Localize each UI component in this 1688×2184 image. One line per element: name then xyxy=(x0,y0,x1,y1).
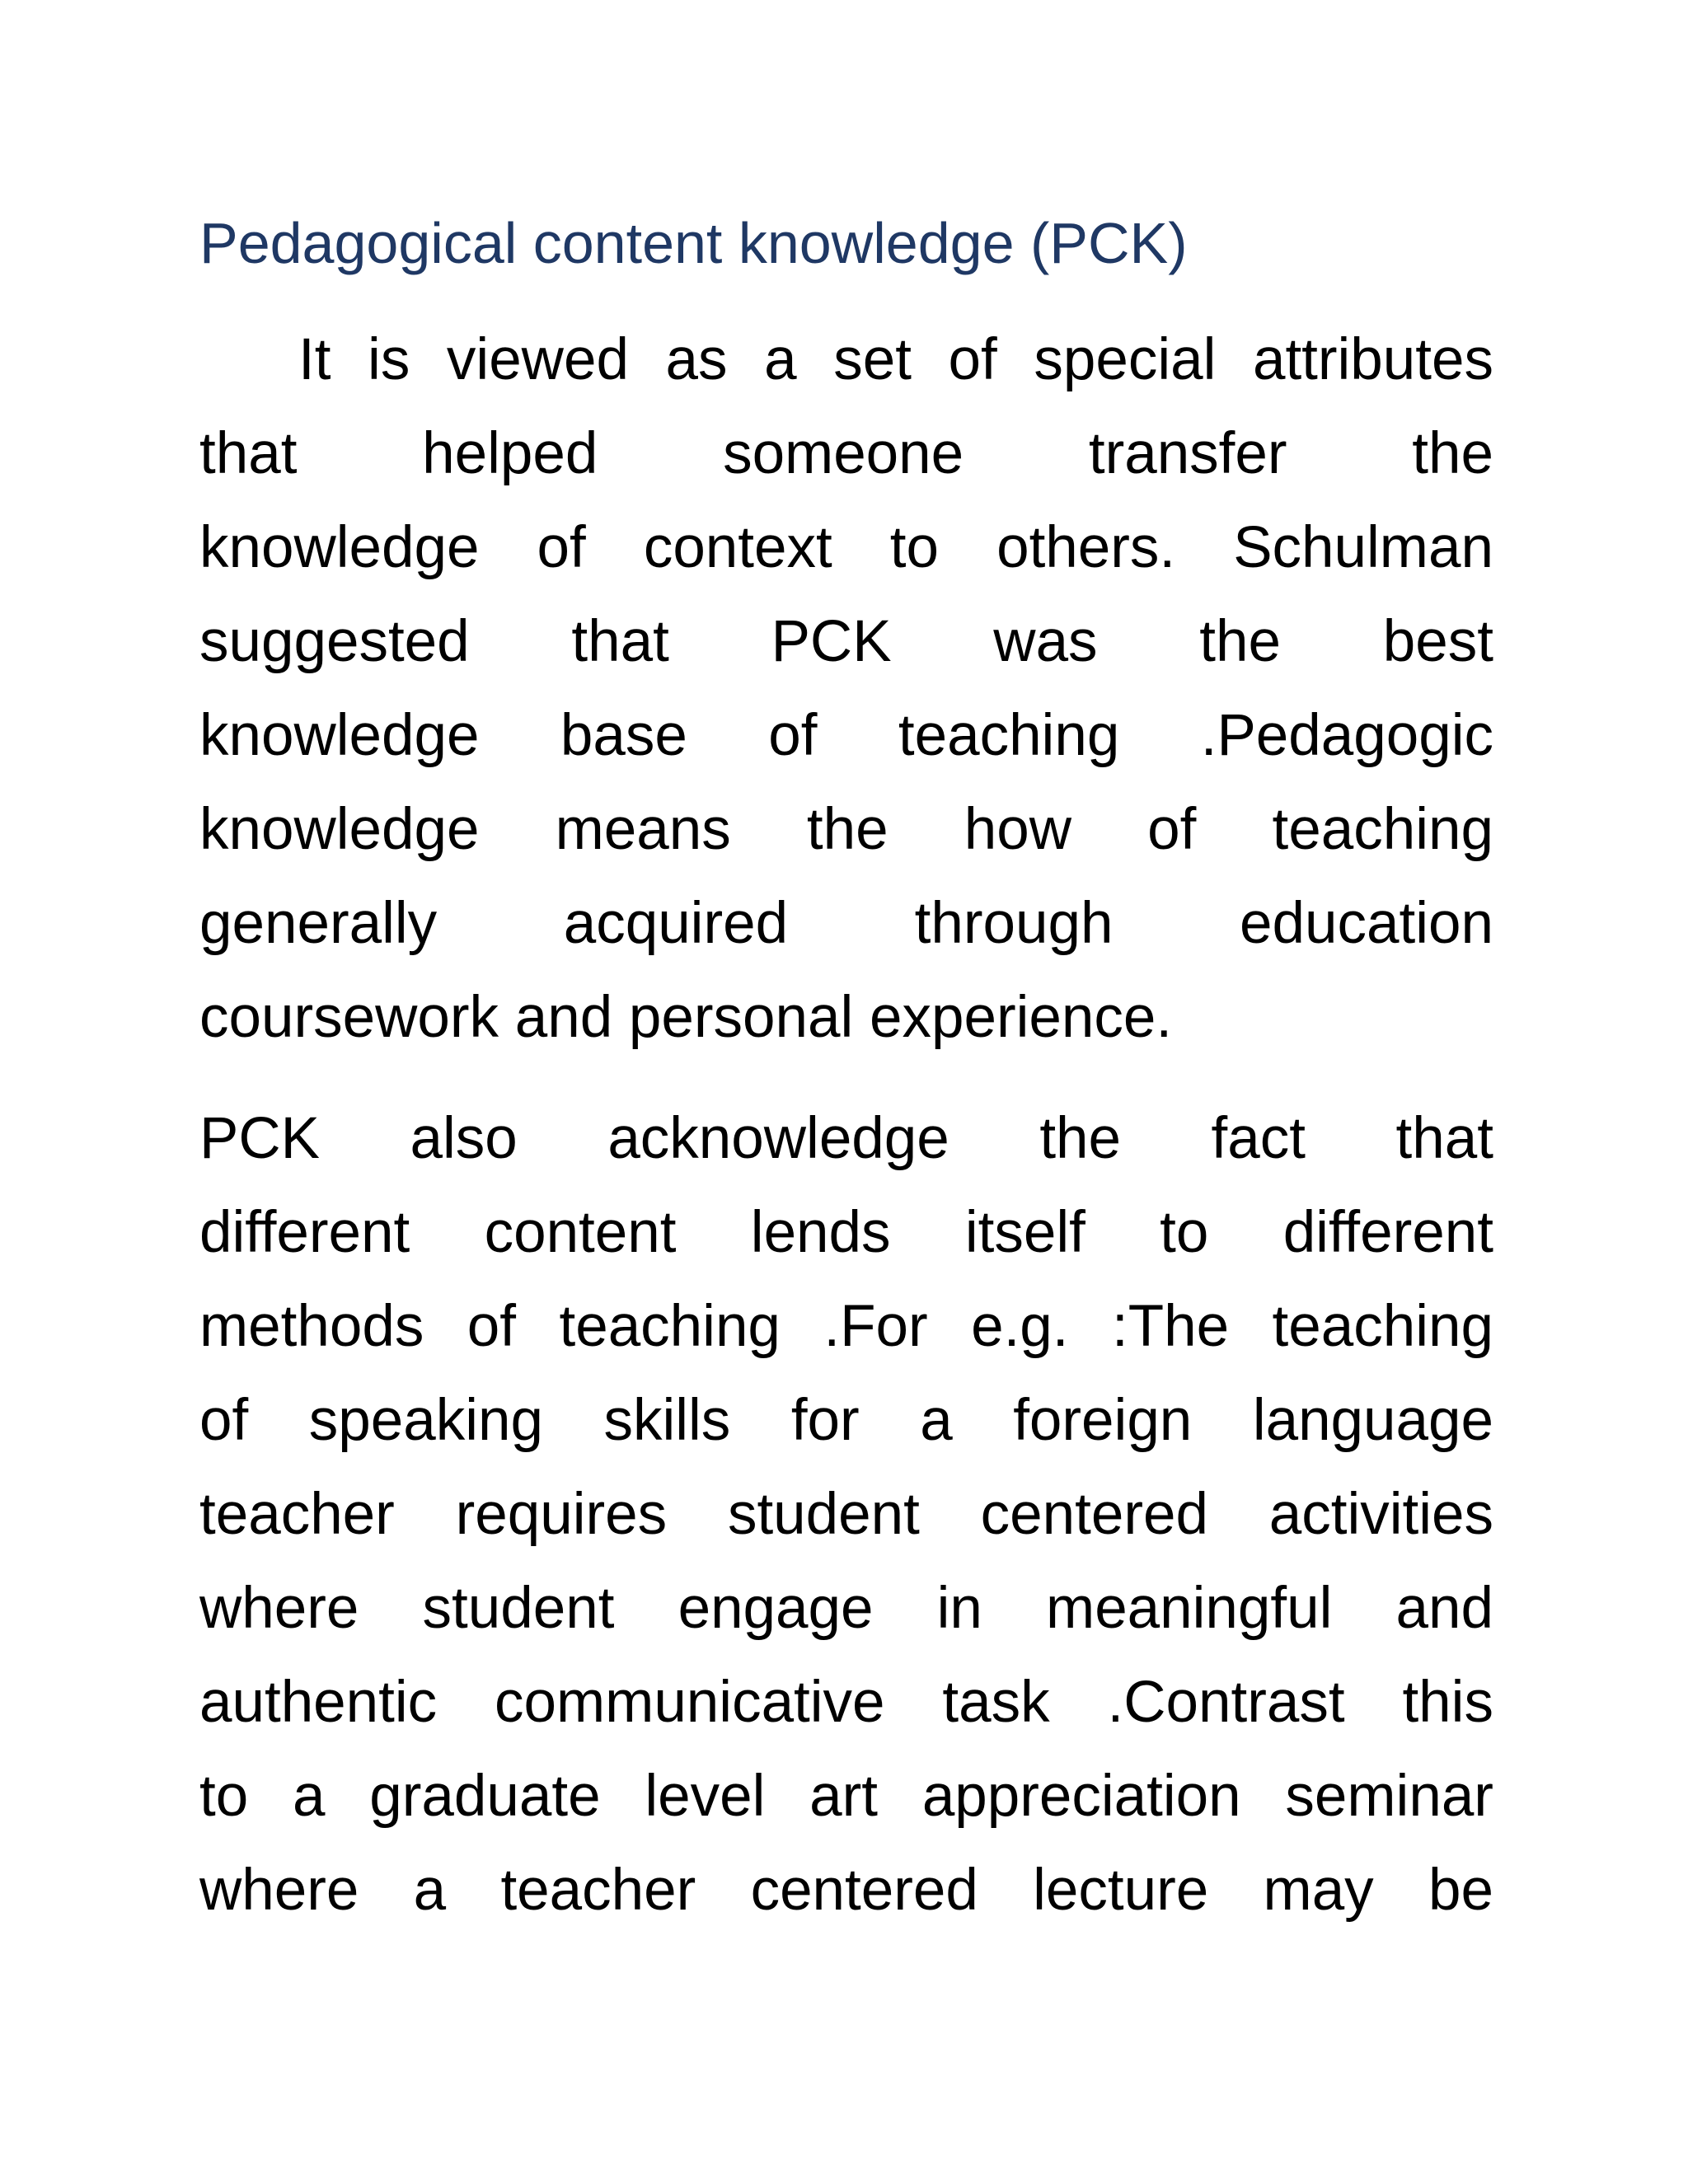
word: someone xyxy=(723,421,964,486)
word: teaching xyxy=(559,1294,781,1359)
word: generally xyxy=(199,891,438,956)
word: a xyxy=(413,1858,447,1923)
word: It xyxy=(298,327,331,392)
word: helped xyxy=(422,421,598,486)
word: base xyxy=(560,703,687,768)
word: communicative xyxy=(495,1670,885,1735)
word: teacher xyxy=(199,1482,395,1547)
word: foreign xyxy=(1013,1388,1193,1453)
text-line xyxy=(199,595,1493,689)
word: lends xyxy=(750,1200,891,1265)
text-line xyxy=(199,1092,1493,1186)
word: is xyxy=(368,327,410,392)
word: may xyxy=(1263,1858,1374,1923)
word: teacher xyxy=(500,1858,696,1923)
word: .For xyxy=(823,1294,928,1359)
word: methods xyxy=(199,1294,424,1359)
word: attributes xyxy=(1252,327,1493,392)
word: a xyxy=(293,1764,326,1829)
word: to xyxy=(1160,1200,1209,1265)
word: fact xyxy=(1211,1106,1306,1171)
word: teaching xyxy=(1272,797,1493,862)
text-line xyxy=(199,877,1493,971)
paragraph-pck-content-methods xyxy=(199,1092,1493,1938)
text-line xyxy=(199,689,1493,783)
word: language xyxy=(1252,1388,1493,1453)
paragraph-pck-definition xyxy=(199,313,1493,1065)
text-line xyxy=(199,1656,1493,1750)
word: engage xyxy=(678,1576,874,1641)
word: requires xyxy=(455,1482,668,1547)
word: meaningful xyxy=(1046,1576,1333,1641)
text-line xyxy=(199,1562,1493,1656)
word: of xyxy=(199,1388,249,1453)
word: of xyxy=(768,703,818,768)
word: :The xyxy=(1112,1294,1230,1359)
word: to xyxy=(889,515,940,580)
word: content xyxy=(484,1200,677,1265)
word: acknowledge xyxy=(607,1106,950,1171)
word: how xyxy=(964,797,1071,862)
text-line xyxy=(199,1186,1493,1280)
text-line-last: coursework and personal experience. xyxy=(199,985,1173,1050)
word: the xyxy=(1199,609,1281,674)
word: a xyxy=(764,327,797,392)
word: graduate xyxy=(369,1764,601,1829)
text-line xyxy=(199,783,1493,877)
text-line xyxy=(199,1280,1493,1374)
word: of xyxy=(948,327,997,392)
word: that xyxy=(1395,1106,1493,1171)
word: centered xyxy=(980,1482,1208,1547)
word: student xyxy=(727,1482,920,1547)
word: in xyxy=(936,1576,982,1641)
word: that xyxy=(199,421,298,486)
word: acquired xyxy=(563,891,789,956)
word: different xyxy=(1282,1200,1493,1265)
word: authentic xyxy=(199,1670,438,1735)
word: context xyxy=(643,515,832,580)
word: lecture xyxy=(1033,1858,1209,1923)
word: set xyxy=(833,327,912,392)
text-line xyxy=(199,313,1493,407)
word: PCK xyxy=(199,1106,320,1171)
word: transfer xyxy=(1088,421,1287,486)
word: of xyxy=(537,515,586,580)
text-line xyxy=(199,407,1493,501)
word: knowledge xyxy=(199,703,480,768)
word: centered xyxy=(750,1858,978,1923)
word: the xyxy=(1412,421,1493,486)
word: skills xyxy=(603,1388,731,1453)
word: also xyxy=(410,1106,518,1171)
word: to xyxy=(199,1764,249,1829)
word: of xyxy=(1147,797,1197,862)
word: where xyxy=(199,1858,359,1923)
word: speaking xyxy=(308,1388,543,1453)
word: this xyxy=(1402,1670,1493,1735)
word: special xyxy=(1034,327,1217,392)
word: student xyxy=(422,1576,615,1641)
word: that xyxy=(571,609,669,674)
word: be xyxy=(1428,1858,1493,1923)
word: art xyxy=(809,1764,879,1829)
word: .Contrast xyxy=(1107,1670,1345,1735)
word: best xyxy=(1382,609,1493,674)
word: knowledge xyxy=(199,515,480,580)
text-line xyxy=(199,501,1493,595)
word: viewed xyxy=(446,327,629,392)
word: knowledge xyxy=(199,797,480,862)
word: of xyxy=(467,1294,517,1359)
word: teaching xyxy=(898,703,1120,768)
text-line xyxy=(199,1750,1493,1844)
word: the xyxy=(1039,1106,1122,1171)
word: through xyxy=(914,891,1114,956)
word: different xyxy=(199,1200,410,1265)
word: means xyxy=(555,797,731,862)
word: as xyxy=(665,327,728,392)
word: suggested xyxy=(199,609,470,674)
text-line xyxy=(199,1844,1493,1938)
section-heading: Pedagogical content knowledge (PCK) xyxy=(199,211,1188,275)
word: a xyxy=(920,1388,953,1453)
word: e.g. xyxy=(971,1294,1069,1359)
word: activities xyxy=(1268,1482,1493,1547)
text-line xyxy=(199,1468,1493,1562)
word: where xyxy=(199,1576,359,1641)
word: PCK xyxy=(771,609,892,674)
word: education xyxy=(1240,891,1493,956)
word: for xyxy=(790,1388,860,1453)
word: teaching xyxy=(1272,1294,1493,1359)
word: level xyxy=(645,1764,766,1829)
word: and xyxy=(1395,1576,1493,1641)
word: appreciation xyxy=(921,1764,1241,1829)
word: others. xyxy=(996,515,1176,580)
text-line xyxy=(199,1374,1493,1468)
word: task xyxy=(942,1670,1050,1735)
word: seminar xyxy=(1285,1764,1493,1829)
word: was xyxy=(993,609,1098,674)
word: the xyxy=(806,797,889,862)
word: itself xyxy=(964,1200,1085,1265)
word: Schulman xyxy=(1233,515,1493,580)
word: .Pedagogic xyxy=(1200,703,1493,768)
